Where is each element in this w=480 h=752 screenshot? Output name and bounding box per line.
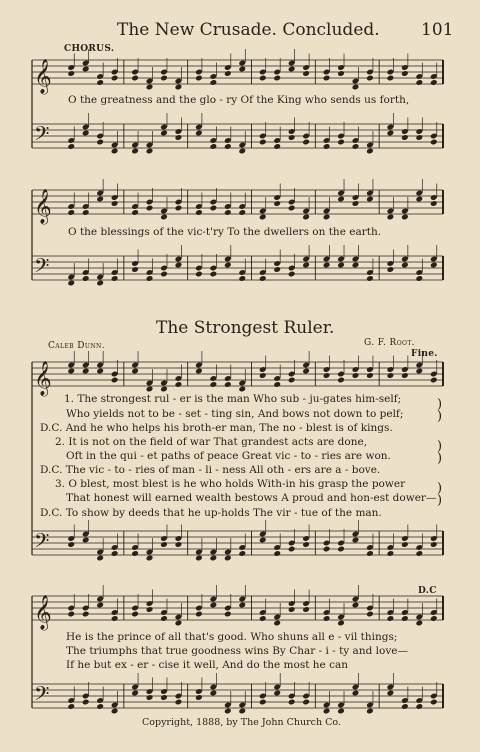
note-head xyxy=(366,611,374,618)
note-head xyxy=(160,130,168,137)
note-head xyxy=(210,602,218,609)
note-head xyxy=(175,205,183,212)
note-head xyxy=(323,615,331,622)
note-head xyxy=(323,214,331,221)
note-head xyxy=(160,615,168,622)
note-head xyxy=(175,699,183,706)
note-head xyxy=(160,271,168,278)
note-head xyxy=(302,214,310,221)
note-head xyxy=(224,381,232,388)
note-head xyxy=(288,606,296,613)
note-head xyxy=(224,143,232,150)
verse-bracket: ) xyxy=(437,397,443,412)
note-head xyxy=(288,271,296,278)
note-head xyxy=(401,703,409,710)
note-head xyxy=(273,550,281,557)
note-head xyxy=(366,275,374,282)
note-head xyxy=(401,134,409,141)
note-head xyxy=(288,377,296,384)
note-head xyxy=(323,143,331,150)
note-head xyxy=(224,555,232,562)
note-head xyxy=(430,262,438,269)
note-head xyxy=(238,708,246,715)
note-head xyxy=(337,70,345,77)
system4-lyric: If he but ex - er - cise it well, And do the most he can xyxy=(66,659,348,671)
note-head xyxy=(323,708,331,715)
note-head xyxy=(146,275,154,282)
note-head xyxy=(259,214,267,221)
note-head xyxy=(224,209,232,216)
note-head xyxy=(238,275,246,282)
note-head xyxy=(415,275,423,282)
note-head xyxy=(273,620,281,627)
note-head xyxy=(401,372,409,379)
note-head xyxy=(387,550,395,557)
note-head xyxy=(302,606,310,613)
copyright-notice: Copyright, 1888, by The John Church Co. xyxy=(142,717,341,728)
note-head xyxy=(160,541,168,548)
verse-line: 3. O blest, most blest is he who holds With-in his grasp the power xyxy=(55,478,406,490)
note-head xyxy=(210,271,218,278)
note-head xyxy=(195,694,203,701)
verse-bracket: ) xyxy=(437,493,443,508)
note-head xyxy=(111,377,119,384)
note-head xyxy=(430,615,438,622)
note-head xyxy=(160,75,168,82)
note-head xyxy=(146,555,154,562)
note-head xyxy=(82,368,90,375)
note-head xyxy=(111,148,119,155)
note-head xyxy=(387,214,395,221)
note-head xyxy=(195,75,203,82)
note-head xyxy=(352,84,360,91)
note-head xyxy=(387,372,395,379)
note-head xyxy=(352,262,360,269)
note-head xyxy=(238,602,246,609)
note-head xyxy=(401,541,409,548)
note-head xyxy=(111,275,119,282)
note-head xyxy=(111,550,119,557)
fine-marking: Fine. xyxy=(411,349,438,359)
note-head xyxy=(195,555,203,562)
note-head xyxy=(415,620,423,627)
note-head xyxy=(96,555,104,562)
note-head xyxy=(131,611,139,618)
verse-bracket: ) xyxy=(437,409,443,424)
note-head xyxy=(302,541,310,548)
note-head xyxy=(96,196,104,203)
note-head xyxy=(401,262,409,269)
note-head xyxy=(96,139,104,146)
note-head xyxy=(323,75,331,82)
verse-bracket: ) xyxy=(437,439,443,454)
note-head xyxy=(131,209,139,216)
verse-line: D.C. And he who helps his broth-er man, The no - blest is of kings. xyxy=(40,422,393,434)
note-head xyxy=(195,209,203,216)
note-head xyxy=(111,615,119,622)
note-head xyxy=(337,196,345,203)
verse-line: D.C. The vic - to - ries of man - li - ness All oth - ers are a - bove. xyxy=(40,464,381,476)
note-head xyxy=(238,209,246,216)
note-head xyxy=(146,606,154,613)
note-head xyxy=(238,386,246,393)
note-head xyxy=(415,79,423,86)
note-head xyxy=(352,537,360,544)
note-head xyxy=(415,550,423,557)
note-head xyxy=(401,70,409,77)
song-title: The Strongest Ruler. xyxy=(156,318,335,338)
note-head xyxy=(323,546,331,553)
note-head xyxy=(273,75,281,82)
note-head xyxy=(273,690,281,697)
note-head xyxy=(146,84,154,91)
note-head xyxy=(131,148,139,155)
note-head xyxy=(210,555,218,562)
note-head xyxy=(288,205,296,212)
note-head xyxy=(337,377,345,384)
note-head xyxy=(337,546,345,553)
note-head xyxy=(67,703,75,710)
note-head xyxy=(210,690,218,697)
note-head xyxy=(323,262,331,269)
note-head xyxy=(288,699,296,706)
composer-credit: G. F. Root. xyxy=(364,338,416,348)
note-head xyxy=(224,262,232,269)
note-head xyxy=(82,537,90,544)
note-head xyxy=(430,139,438,146)
note-head xyxy=(288,134,296,141)
note-head xyxy=(337,262,345,269)
note-head xyxy=(323,372,331,379)
note-head xyxy=(195,368,203,375)
note-head xyxy=(387,615,395,622)
system4-lyric: He is the prince of all that's good. Who shuns all e - vil things; xyxy=(66,631,398,643)
note-head xyxy=(224,70,232,77)
verse-line: 2. It is not on the field of war That grandest acts are done, xyxy=(55,436,368,448)
note-head xyxy=(96,79,104,86)
note-head xyxy=(273,143,281,150)
treble-clef: 𝄞 xyxy=(34,595,52,630)
note-head xyxy=(82,66,90,73)
verse-line: Oft in the qui - et paths of peace Great vic - to - ries are won. xyxy=(66,450,391,462)
note-head xyxy=(366,372,374,379)
note-head xyxy=(352,602,360,609)
note-head xyxy=(259,372,267,379)
note-head xyxy=(415,196,423,203)
note-head xyxy=(195,130,203,137)
verse-line: That honest will earned wealth bestows A proud and hon-est dower— xyxy=(66,492,437,504)
bass-clef: 𝄢 xyxy=(34,122,50,150)
note-head xyxy=(82,130,90,137)
note-head xyxy=(415,134,423,141)
note-head xyxy=(387,130,395,137)
verse-line: 1. The strongest rul - er is the man Who sub - ju-gates him-self; xyxy=(64,393,402,405)
note-head xyxy=(96,602,104,609)
note-head xyxy=(146,205,154,212)
note-head xyxy=(387,75,395,82)
note-head xyxy=(160,214,168,221)
verse-line: D.C. To show by deeds that he up-holds The vir - tue of the man. xyxy=(40,507,382,519)
note-head xyxy=(131,75,139,82)
note-head xyxy=(131,690,139,697)
note-head xyxy=(82,209,90,216)
note-head xyxy=(337,620,345,627)
note-head xyxy=(259,275,267,282)
note-head xyxy=(82,275,90,282)
note-head xyxy=(366,196,374,203)
note-head xyxy=(210,143,218,150)
note-head xyxy=(146,694,154,701)
note-head xyxy=(430,699,438,706)
note-head xyxy=(273,381,281,388)
treble-clef: 𝄞 xyxy=(34,361,52,396)
note-head xyxy=(131,550,139,557)
note-head xyxy=(415,368,423,375)
verse-bracket: ) xyxy=(437,451,443,466)
note-head xyxy=(238,148,246,155)
note-head xyxy=(302,368,310,375)
system1-lyric: O the greatness and the glo - ry Of the King who sends us forth, xyxy=(68,94,410,106)
note-head xyxy=(210,205,218,212)
note-head xyxy=(401,615,409,622)
note-head xyxy=(259,139,267,146)
note-head xyxy=(387,266,395,273)
page-title: The New Crusade. Concluded. xyxy=(117,20,380,40)
system2-lyric: O the blessings of the vic-t'ry To the dwellers on the earth. xyxy=(68,226,382,238)
note-head xyxy=(96,703,104,710)
bass-clef: 𝄢 xyxy=(34,254,50,282)
note-head xyxy=(366,148,374,155)
note-head xyxy=(352,200,360,207)
note-head xyxy=(210,79,218,86)
note-head xyxy=(210,381,218,388)
note-head xyxy=(430,377,438,384)
note-head xyxy=(288,66,296,73)
note-head xyxy=(259,75,267,82)
note-head xyxy=(67,280,75,287)
note-head xyxy=(67,541,75,548)
note-head xyxy=(146,148,154,155)
note-head xyxy=(82,699,90,706)
note-head xyxy=(67,611,75,618)
note-head xyxy=(175,381,183,388)
note-head xyxy=(82,611,90,618)
note-head xyxy=(238,66,246,73)
note-head xyxy=(259,615,267,622)
note-head xyxy=(67,70,75,77)
chorus-label: CHORUS. xyxy=(64,44,115,54)
system4-lyric: The triumphs that true goodness wins By Char - i - ty and love— xyxy=(66,645,408,657)
note-head xyxy=(430,200,438,207)
treble-clef: 𝄞 xyxy=(34,189,52,224)
note-head xyxy=(175,620,183,627)
note-head xyxy=(302,70,310,77)
note-head xyxy=(111,708,119,715)
note-head xyxy=(430,79,438,86)
note-head xyxy=(302,262,310,269)
note-head xyxy=(175,262,183,269)
note-head xyxy=(366,550,374,557)
note-head xyxy=(337,139,345,146)
note-head xyxy=(224,611,232,618)
bass-clef: 𝄢 xyxy=(34,529,50,557)
note-head xyxy=(111,75,119,82)
note-head xyxy=(67,143,75,150)
note-head xyxy=(131,266,139,273)
note-head xyxy=(67,368,75,375)
note-head xyxy=(302,699,310,706)
note-head xyxy=(288,546,296,553)
note-head xyxy=(175,134,183,141)
note-head xyxy=(195,611,203,618)
note-head xyxy=(146,386,154,393)
note-head xyxy=(96,368,104,375)
note-head xyxy=(131,368,139,375)
note-head xyxy=(238,550,246,557)
note-head xyxy=(415,703,423,710)
note-head xyxy=(352,143,360,150)
note-head xyxy=(175,541,183,548)
note-head xyxy=(387,690,395,697)
note-head xyxy=(273,200,281,207)
verse-bracket: ) xyxy=(437,481,443,496)
note-head xyxy=(111,200,119,207)
note-head xyxy=(67,209,75,216)
verse-line: Who yields not to be - set - ting sin, And bows not down to pelf; xyxy=(66,408,404,420)
dc-marking: D.C xyxy=(418,586,437,596)
note-head xyxy=(160,694,168,701)
note-head xyxy=(401,214,409,221)
note-head xyxy=(366,708,374,715)
note-head xyxy=(352,372,360,379)
note-head xyxy=(224,708,232,715)
note-head xyxy=(259,699,267,706)
lyricist-credit: Caleb Dunn. xyxy=(48,341,105,351)
note-head xyxy=(259,537,267,544)
note-head xyxy=(273,266,281,273)
note-head xyxy=(96,280,104,287)
note-head xyxy=(366,75,374,82)
bass-clef: 𝄢 xyxy=(34,682,50,710)
note-head xyxy=(430,541,438,548)
treble-clef: 𝄞 xyxy=(34,59,52,94)
note-head xyxy=(195,271,203,278)
note-head xyxy=(302,139,310,146)
page-number: 101 xyxy=(421,20,454,40)
note-head xyxy=(175,84,183,91)
note-head xyxy=(337,708,345,715)
note-head xyxy=(352,690,360,697)
note-head xyxy=(160,386,168,393)
